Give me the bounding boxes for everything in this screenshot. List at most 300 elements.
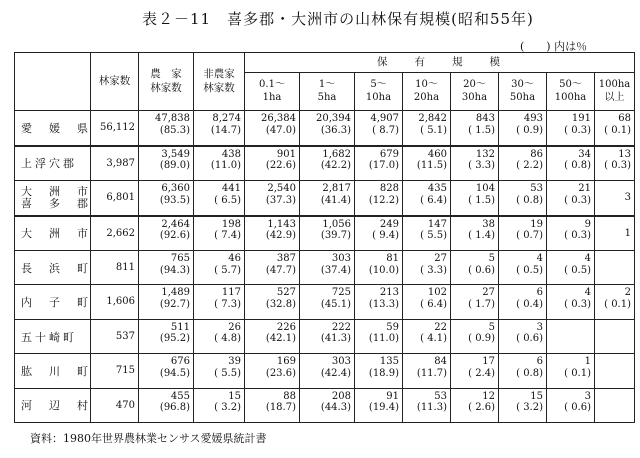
- data-cell: [451, 216, 499, 251]
- data-cell: [194, 388, 245, 422]
- table-row: [15, 251, 635, 285]
- cell-count: 15: [530, 390, 543, 402]
- data-cell: [139, 319, 194, 353]
- cell-count: 5: [488, 321, 495, 333]
- data-cell: [595, 251, 635, 285]
- cell-percent: ( 0.4): [516, 298, 543, 310]
- cell-count: 6: [536, 356, 543, 368]
- data-cell: [403, 181, 451, 216]
- data-cell: [547, 111, 595, 146]
- cell-count: 198: [221, 218, 241, 230]
- cell-count: 88: [283, 390, 296, 402]
- cell-count: 6,360: [161, 183, 190, 195]
- cell-count: 13: [618, 148, 631, 160]
- data-cell: [403, 146, 451, 181]
- data-cell: [355, 354, 403, 388]
- header-size-class-line: 以上: [604, 91, 625, 103]
- cell-percent: ( 6.4): [420, 194, 447, 206]
- cell-count: 4: [584, 287, 591, 299]
- cell-count: 84: [434, 356, 447, 368]
- cell-percent: (42.9): [265, 230, 296, 242]
- cell-percent: (18.7): [265, 402, 296, 414]
- data-cell: [355, 216, 403, 251]
- cell-percent: ( 7.3): [214, 298, 241, 310]
- data-cell: [403, 251, 451, 285]
- cell-count: 12: [482, 390, 495, 402]
- cell-percent: (94.5): [159, 367, 190, 379]
- data-cell: [139, 388, 194, 422]
- cell-count: 21: [578, 183, 591, 195]
- data-cell: [300, 111, 355, 146]
- header-size-class-line: 100ha: [598, 79, 631, 90]
- header-size-class: [355, 73, 403, 111]
- data-cell: [139, 285, 194, 319]
- row-name: 愛 媛 県: [15, 111, 91, 146]
- cell-percent: ( 0.1): [604, 298, 631, 310]
- data-cell: [139, 216, 194, 251]
- data-cell: [499, 216, 547, 251]
- cell-count: 1,489: [161, 287, 190, 299]
- row-name: 長 浜 町: [15, 251, 91, 285]
- cell-count: 511: [170, 321, 190, 333]
- data-cell: [547, 146, 595, 181]
- cell-percent: (47.7): [265, 264, 296, 276]
- data-cell: [403, 388, 451, 422]
- cell-percent: (96.8): [159, 402, 190, 414]
- cell-count: 303: [331, 356, 351, 368]
- cell-percent: (41.4): [320, 194, 351, 206]
- cell-percent: (92.6): [159, 230, 190, 242]
- cell-percent: ( 3.2): [214, 402, 241, 414]
- cell-percent: (45.1): [320, 298, 351, 310]
- cell-count: 1: [584, 356, 591, 368]
- data-cell: [547, 388, 595, 422]
- cell-count: 303: [331, 253, 351, 265]
- cell-count: 102: [427, 287, 447, 299]
- data-cell: [355, 251, 403, 285]
- data-cell: [139, 181, 194, 216]
- data-cell: [300, 319, 355, 353]
- row-name-line: 大 洲 市: [21, 184, 91, 198]
- cell-count: 8,274: [212, 113, 241, 124]
- cell-percent: ( 7.4): [214, 230, 241, 242]
- data-cell: [355, 388, 403, 422]
- cell-percent: ( 5.7): [214, 264, 241, 276]
- header-forestry-households: 林家数: [91, 53, 139, 111]
- data-cell: [595, 146, 635, 181]
- header-size-class: [451, 73, 499, 111]
- table-title: 表２－11 喜多郡・大洲市の山林保有規模(昭和55年): [142, 10, 534, 28]
- cell-count: 53: [434, 390, 447, 402]
- cell-count: 249: [379, 218, 399, 230]
- cell-percent: (10.0): [368, 264, 399, 276]
- cell-percent: (39.7): [320, 230, 351, 242]
- data-cell: [499, 285, 547, 319]
- data-cell: [451, 319, 499, 353]
- row-name: 五十崎町: [15, 319, 91, 353]
- cell-percent: ( 0.7): [516, 230, 543, 242]
- cell-percent: ( 0.6): [564, 402, 591, 414]
- cell-percent: ( 1.5): [468, 194, 495, 206]
- data-cell: [194, 354, 245, 388]
- header-holding-scale: 保 有 規 模: [245, 53, 635, 73]
- header-size-class-line: 10ha: [365, 91, 392, 103]
- data-cell: [547, 216, 595, 251]
- corner-cell: [15, 53, 91, 111]
- table-row: [15, 111, 635, 146]
- table-row: [15, 319, 635, 353]
- header-size-class-line: 1ha: [262, 91, 282, 103]
- data-cell: [451, 285, 499, 319]
- data-table: [14, 52, 635, 423]
- header-size-class-line: 1～: [318, 79, 336, 90]
- cell-count: 68: [618, 113, 631, 124]
- data-cell: [355, 146, 403, 181]
- data-cell: [499, 146, 547, 181]
- row-name: [15, 181, 91, 216]
- cell-percent: (13.3): [368, 298, 399, 310]
- data-cell: [403, 354, 451, 388]
- cell-count: 1,143: [267, 218, 296, 230]
- data-cell: [245, 111, 300, 146]
- header-farm-line2: 林家数: [150, 81, 182, 94]
- cell-percent: (85.3): [159, 124, 190, 136]
- cell-percent: (11.3): [416, 402, 447, 414]
- cell-percent: ( 2.4): [468, 367, 495, 379]
- header-nonfarm-line2: 林家数: [203, 81, 235, 94]
- data-cell: [245, 285, 300, 319]
- data-cell: [245, 146, 300, 181]
- cell-percent: ( 5.1): [420, 124, 447, 136]
- cell-percent: ( 0.3): [564, 124, 591, 136]
- cell-percent: ( 3.3): [468, 160, 495, 172]
- cell-count: 208: [331, 390, 351, 402]
- row-total: 2,662: [91, 216, 139, 251]
- cell-percent: (23.6): [265, 367, 296, 379]
- row-total: 56,112: [91, 111, 139, 146]
- row-name: 河 辺 村: [15, 388, 91, 422]
- header-size-class: [245, 73, 300, 111]
- row-total: 715: [91, 354, 139, 388]
- cell-percent: ( 0.1): [604, 124, 631, 136]
- row-total: 537: [91, 319, 139, 353]
- cell-count: 27: [482, 287, 495, 299]
- cell-count: 2,540: [267, 183, 296, 195]
- cell-count: 47,838: [155, 113, 190, 124]
- cell-count: 38: [482, 218, 495, 230]
- cell-count: 26,384: [261, 113, 296, 124]
- row-name: 肱 川 町: [15, 354, 91, 388]
- data-cell: [245, 216, 300, 251]
- data-cell: [300, 216, 355, 251]
- cell-percent: (14.7): [210, 124, 241, 136]
- cell-percent: ( 0.6): [516, 333, 543, 345]
- cell-percent: ( 4.1): [420, 333, 447, 345]
- header-size-class-line: 30ha: [461, 91, 488, 103]
- cell-count: 132: [475, 148, 495, 160]
- cell-count: 34: [578, 148, 591, 160]
- data-cell: [595, 319, 635, 353]
- cell-percent: (37.4): [320, 264, 351, 276]
- data-cell: [547, 354, 595, 388]
- cell-count: 1,056: [322, 218, 351, 230]
- cell-percent: (12.2): [368, 194, 399, 206]
- cell-percent: (47.0): [265, 124, 296, 136]
- cell-count: 3,549: [161, 148, 190, 160]
- data-cell: [300, 181, 355, 216]
- data-cell: [451, 181, 499, 216]
- data-cell: [139, 251, 194, 285]
- cell-percent: ( 3.3): [420, 264, 447, 276]
- data-cell: [194, 146, 245, 181]
- cell-count: 91: [386, 390, 399, 402]
- cell-count: 22: [434, 321, 447, 333]
- cell-percent: ( 0.5): [516, 264, 543, 276]
- cell-percent: (37.3): [265, 194, 296, 206]
- cell-count: 676: [170, 356, 190, 368]
- cell-percent: (41.3): [320, 333, 351, 345]
- data-cell: [355, 111, 403, 146]
- data-cell: [355, 181, 403, 216]
- cell-count: 441: [221, 183, 241, 195]
- table-row: [15, 216, 635, 251]
- data-cell: [403, 111, 451, 146]
- cell-count: 2,842: [418, 113, 447, 124]
- cell-count: 27: [434, 253, 447, 265]
- data-cell: [245, 319, 300, 353]
- cell-percent: ( 6.4): [420, 298, 447, 310]
- data-cell: [451, 251, 499, 285]
- cell-percent: ( 2.2): [516, 160, 543, 172]
- header-size-class-line: 0.1～: [259, 79, 285, 90]
- data-cell: [451, 354, 499, 388]
- cell-count: 2: [624, 287, 631, 299]
- table-row: [15, 354, 635, 388]
- cell-count: 438: [221, 148, 241, 160]
- cell-percent: ( 4.8): [214, 333, 241, 345]
- row-name: 大 洲 市: [15, 216, 91, 251]
- cell-count: 2,464: [161, 218, 190, 230]
- cell-percent: ( 0.8): [564, 160, 591, 172]
- header-size-class: [547, 73, 595, 111]
- data-cell: [194, 216, 245, 251]
- data-cell: [300, 251, 355, 285]
- data-cell: [403, 285, 451, 319]
- cell-count: 3: [536, 321, 543, 333]
- data-cell: [403, 216, 451, 251]
- data-cell: [300, 354, 355, 388]
- header-size-class: [300, 73, 355, 111]
- header-size-class-line: 5ha: [317, 91, 337, 103]
- cell-percent: ( 0.6): [468, 264, 495, 276]
- cell-count: 15: [228, 390, 241, 402]
- cell-percent: ( 9.4): [372, 230, 399, 242]
- table-row: [15, 181, 635, 216]
- row-total: 6,801: [91, 181, 139, 216]
- data-cell: [499, 388, 547, 422]
- cell-percent: ( 1.4): [468, 230, 495, 242]
- data-cell: [595, 388, 635, 422]
- cell-count: 3: [584, 390, 591, 402]
- header-size-class-line: 50～: [559, 79, 582, 90]
- cell-percent: ( 0.3): [564, 194, 591, 206]
- data-cell: 3: [595, 181, 635, 216]
- cell-count: 26: [228, 321, 241, 333]
- cell-count: 493: [523, 113, 543, 124]
- cell-count: 4,907: [370, 113, 399, 124]
- data-cell: 1: [595, 216, 635, 251]
- cell-percent: (95.2): [159, 333, 190, 345]
- cell-count: 828: [379, 183, 399, 195]
- unit-note: ( ) 内は％: [520, 40, 588, 53]
- data-cell: [355, 285, 403, 319]
- cell-count: 460: [427, 148, 447, 160]
- cell-count: 86: [530, 148, 543, 160]
- cell-percent: ( 0.5): [564, 264, 591, 276]
- header-size-class: [595, 73, 635, 111]
- cell-count: 169: [276, 356, 296, 368]
- data-cell: [499, 354, 547, 388]
- cell-count: 9: [584, 218, 591, 230]
- cell-percent: ( 2.6): [468, 402, 495, 414]
- header-size-class-line: 50ha: [509, 91, 536, 103]
- table-row: [15, 285, 635, 319]
- cell-count: 20,394: [316, 113, 351, 124]
- row-name: 上浮穴郡: [15, 146, 91, 181]
- cell-percent: ( 1.5): [468, 124, 495, 136]
- cell-percent: (22.6): [265, 160, 296, 172]
- cell-count: 843: [475, 113, 495, 124]
- cell-percent: ( 1.7): [468, 298, 495, 310]
- header-size-class-line: 100ha: [554, 91, 587, 103]
- cell-count: 104: [475, 183, 495, 195]
- data-cell: [499, 181, 547, 216]
- data-cell: [245, 388, 300, 422]
- header-farm-line1: 農 家: [150, 68, 182, 81]
- cell-percent: (36.3): [320, 124, 351, 136]
- cell-percent: ( 5.5): [420, 230, 447, 242]
- cell-percent: ( 3.2): [516, 402, 543, 414]
- data-cell: [451, 388, 499, 422]
- data-cell: [355, 319, 403, 353]
- row-total: 811: [91, 251, 139, 285]
- cell-percent: (42.1): [265, 333, 296, 345]
- data-cell: [499, 251, 547, 285]
- cell-count: 387: [276, 253, 296, 265]
- row-name-line: 喜 多 郡: [21, 196, 91, 210]
- cell-count: 39: [228, 356, 241, 368]
- cell-count: 59: [386, 321, 399, 333]
- cell-percent: ( 0.1): [564, 367, 591, 379]
- cell-percent: ( 0.3): [604, 160, 631, 172]
- header-nonfarm-households: [194, 53, 245, 111]
- cell-count: 147: [427, 218, 447, 230]
- cell-percent: (94.3): [159, 264, 190, 276]
- cell-count: 725: [331, 287, 351, 299]
- header-nonfarm-line1: 非農家: [203, 68, 235, 81]
- row-total: 3,987: [91, 146, 139, 181]
- header-size-class: [403, 73, 451, 111]
- data-cell: [300, 388, 355, 422]
- cell-count: 5: [488, 253, 495, 265]
- cell-percent: (17.0): [368, 160, 399, 172]
- data-cell: [595, 354, 635, 388]
- header-size-class-line: 30～: [511, 79, 534, 90]
- cell-percent: (93.5): [159, 194, 190, 206]
- data-cell: [547, 319, 595, 353]
- cell-count: 435: [427, 183, 447, 195]
- cell-count: 6: [536, 287, 543, 299]
- data-cell: [194, 181, 245, 216]
- data-cell: [547, 285, 595, 319]
- data-cell: [139, 111, 194, 146]
- data-cell: [300, 146, 355, 181]
- cell-percent: (18.9): [368, 367, 399, 379]
- row-total: 1,606: [91, 285, 139, 319]
- cell-percent: (42.2): [320, 160, 351, 172]
- cell-count: 2,817: [322, 183, 351, 195]
- data-cell: [194, 319, 245, 353]
- cell-count: 455: [170, 390, 190, 402]
- header-farm-households: [139, 53, 194, 111]
- cell-count: 191: [571, 113, 591, 124]
- cell-percent: ( 0.9): [468, 333, 495, 345]
- header-size-class-line: 20～: [463, 79, 486, 90]
- data-cell: [300, 285, 355, 319]
- data-cell: [403, 319, 451, 353]
- cell-percent: (19.4): [368, 402, 399, 414]
- cell-percent: (32.8): [265, 298, 296, 310]
- cell-count: 46: [228, 253, 241, 265]
- cell-count: 4: [536, 253, 543, 265]
- cell-percent: (44.3): [320, 402, 351, 414]
- cell-count: 222: [331, 321, 351, 333]
- data-cell: [194, 111, 245, 146]
- cell-percent: (11.0): [210, 160, 241, 172]
- cell-percent: ( 0.3): [564, 298, 591, 310]
- cell-count: 226: [276, 321, 296, 333]
- data-cell: [499, 319, 547, 353]
- data-cell: [245, 251, 300, 285]
- data-cell: [139, 354, 194, 388]
- data-cell: [451, 146, 499, 181]
- cell-count: 117: [221, 287, 241, 299]
- data-cell: [595, 111, 635, 146]
- data-cell: [194, 285, 245, 319]
- cell-percent: ( 8.7): [372, 124, 399, 136]
- cell-percent: ( 0.8): [516, 367, 543, 379]
- cell-percent: (42.4): [320, 367, 351, 379]
- table-row: [15, 146, 635, 181]
- cell-count: 679: [379, 148, 399, 160]
- row-name: 内 子 町: [15, 285, 91, 319]
- cell-count: 17: [482, 356, 495, 368]
- cell-count: 53: [530, 183, 543, 195]
- cell-percent: ( 5.5): [214, 367, 241, 379]
- cell-percent: ( 0.3): [564, 230, 591, 242]
- header-size-class-line: 10～: [415, 79, 438, 90]
- cell-percent: ( 6.5): [214, 194, 241, 206]
- data-cell: [245, 354, 300, 388]
- cell-percent: (89.0): [159, 160, 190, 172]
- cell-count: 1,682: [322, 148, 351, 160]
- header-size-class-line: 20ha: [413, 91, 440, 103]
- cell-count: 19: [530, 218, 543, 230]
- cell-count: 901: [276, 148, 296, 160]
- data-cell: [499, 111, 547, 146]
- cell-count: 213: [379, 287, 399, 299]
- data-cell: [139, 146, 194, 181]
